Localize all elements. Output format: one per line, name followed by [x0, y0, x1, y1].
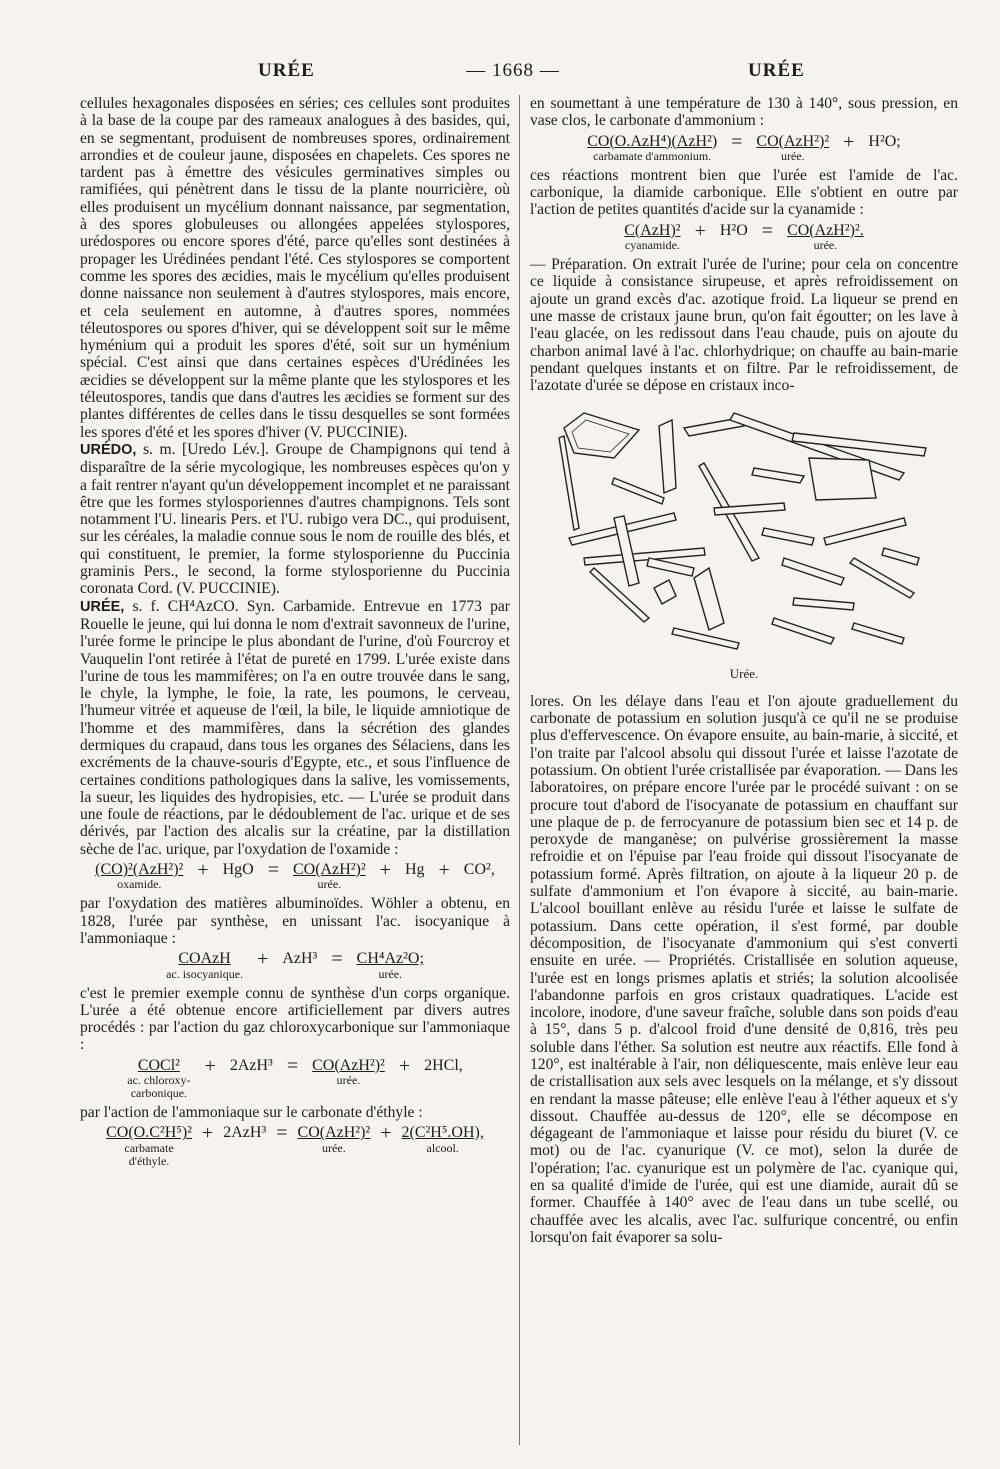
- headword-uree: URÉE,: [80, 598, 125, 615]
- formula: (CO)²(AzH²)²: [95, 861, 184, 879]
- formula-label: ac. chloroxy- carbonique.: [127, 1073, 191, 1101]
- formula-label: urée.: [780, 148, 805, 163]
- operator: +: [380, 1122, 392, 1145]
- formula-label: cyanamide.: [624, 238, 680, 253]
- entry-uree: [80, 598, 510, 858]
- formula: C(AzH)²: [624, 221, 681, 239]
- formula: 2AzH³: [229, 1056, 273, 1074]
- column-rule: [519, 95, 520, 1445]
- formula-label: alcool.: [426, 1140, 459, 1155]
- figure-caption: Urée.: [729, 666, 759, 682]
- formula: H²O;: [868, 132, 901, 150]
- operator: =: [761, 219, 774, 242]
- paragraph-carbonate: en soumettant à une température de 130 à 140°, sous pression, en vase clos, le carbonate d'ammonium :: [530, 95, 958, 130]
- formula-label: ac. isocyanique.: [166, 966, 244, 981]
- right-column: [530, 95, 958, 1246]
- operator: +: [257, 948, 269, 971]
- formula: CO²,: [463, 861, 495, 879]
- formula: 2(C²H⁵.OH),: [401, 1124, 484, 1142]
- entry-uree-text: s. f. CH⁴AzCO. Syn. Carbamide. Entrevue en 1773 par Rouelle le jeune, qui lui donna le nom d'extrait savonneux de l'urine, l'urée forme le principe le plus abondant de l'urine, d'où Fourcroy et Vauquelin l'ont retirée à l'état de pureté en 1799. L'urée existe dans l'urine de tous les mammifères; on l'a en outre trouvée dans le sang, le chyle, la lymphe, le foie, la rate, les poumons, le cerveau, l'humeur vitrée et aqueuse de l'œil, la bile, le liquide amniotique de l'homme et des mammifères, dans la sécrétion des glandes dermiques du crapaud, dans tous les organes des Sélaciens, dans les excréments de la chauve-souris d'Egypte, etc., et sous l'influence de certaines conditions pathologiques dans la salive, les vomissements, la sueur, les liquides des hydropisies, etc. — L'urée se produit dans une foule de réactions, par le dédoublement de l'ac. urique et de ses dérivés, par l'action des alcalis sur la créatine, par la distillation sèche de l'ac. urique, par l'oxydation de l'oxamide :: [80, 597, 510, 858]
- equation-oxamide: [80, 861, 510, 891]
- formula: H²O: [719, 221, 748, 239]
- paragraph-preparation: — Préparation. On extrait l'urée de l'urine; pour cela on concentre ce liquide à consistance sirupeuse, et après refroidissement on ajoute un grand excès d'ac. azotique froid. La liqueur se prend en une masse de cristaux jaune brun, qu'on fait égoutter; on les lave à l'eau glacée, on les redissout dans l'eau chaude, puis on ajoute du charbon animal lavé à l'ac. chlorhydrique; on chauffe au bain-marie pendant quelques instants et on filtre. Par le refroidissement, de l'azotate d'urée se dépose en cristaux inco-: [530, 256, 958, 395]
- equation-ammonium-carbamate: [530, 130, 958, 163]
- operator: =: [331, 948, 343, 971]
- operator: =: [286, 1054, 299, 1077]
- formula-label: urée.: [813, 238, 838, 253]
- formula: COCl²: [137, 1056, 180, 1074]
- operator: +: [204, 1054, 216, 1077]
- paragraph-ethyl-carbonate: par l'action de l'ammoniaque sur le carbonate d'éthyle :: [80, 1104, 423, 1122]
- operator: +: [201, 1122, 214, 1145]
- formula: HgO: [222, 861, 254, 879]
- page-number: — 1668 —: [466, 60, 560, 81]
- formula: CO(AzH²)²: [312, 1056, 385, 1074]
- operator: +: [694, 219, 706, 242]
- headword-uredo: URÉDO,: [80, 441, 137, 458]
- equation-ethyl-carbonate: [80, 1124, 510, 1167]
- formula: CO(O.C²H⁵)²: [106, 1124, 192, 1142]
- formula-label: urée.: [317, 877, 342, 892]
- operator: +: [843, 130, 855, 153]
- operator: =: [731, 130, 743, 153]
- formula: CO(AzH²)²: [756, 132, 830, 150]
- formula: AzH³: [282, 950, 318, 968]
- formula: CO(AzH²)²: [292, 861, 366, 879]
- formula: 2HCl,: [424, 1056, 463, 1074]
- formula: CO(O.AzH⁴)(AzH²): [587, 132, 718, 150]
- formula-label: oxamide.: [117, 877, 162, 892]
- operator: +: [438, 859, 450, 882]
- paragraph-lores: lores. On les délaye dans l'eau et l'on ajoute graduellement du carbonate de potassium en solution jusqu'à ce qu'il ne se produise plus d'effervescence. On évapore ensuite, au bain-marie, à siccité, et l'on traite par l'alcool absolu qui dissout l'urée et laisse l'azotate de potassium. On obtient l'urée cristallisée par évaporation. — Dans les laboratoires, on prépare encore l'urée par le procédé suivant : on se procure tout d'abord de l'isocyanate de potassium en chauffant sur une plaque de p. de ferrocyanure de potassium bien sec et 14 p. de peroxyde de manganèse; on pulvérise grossièrement la masse refroidie et on l'épuise par l'eau froide qui dissout l'isocyanate de potassium formé. Après filtration, on ajoute à la liqueur 20 p. de sulfate d'ammonium et l'on évapore à siccité, au bain-marie. L'alcool bouillant enlève au résidu l'urée et laisse le sulfate de potassium. Dans cette opération, il s'est formé, par double décomposition, de l'isocyanate d'ammonium qui s'est converti ensuite en urée. — Propriétés. Cristallisée en solution aqueuse, l'urée est en longs prismes aplatis et striés; la solution alcoolisée l'abandonne parfois en gros cristaux quadratiques. L'acide est incolore, inodore, d'une saveur fraîche, soluble dans son poids d'eau à 15°, dans 5 p. d'alcool froid d'une densité de 0,816, très peu soluble dans l'éther. Sa solution est neutre aux réactifs. Elle fond à 120°, est inaltérable à l'air, non déliquescente, mais enlève leur eau de cristallisation aux sels avec lesquels on la mélange, et s'y dissout en rendant la masse pâteuse; elle enlève l'eau à l'éther aqueux et s'y dissout. Chauffée au-dessus de 120°, elle se décompose en dégageant de l'ammoniaque et laisse pour résidu du biuret (V. ce mot) ou de l'ac. cyanurique (V. ce mot), selon la durée de l'opération; l'ac. cyanurique est un polymère de l'ac. cyanique qui, en sa qualité d'imide de l'urée, qui est une diamide, aurait dû se former. Chauffée à 140° avec de l'eau dans un tube scellé, ou chauffée avec les alcalis, avec l'ac. sulfurique concentré, ou enfin lorsqu'on fait évaporer sa solu-: [530, 692, 958, 1246]
- entry-uredo: [80, 441, 510, 598]
- formula: CH⁴Az²O;: [356, 950, 424, 968]
- equation-cyanamide: [530, 219, 958, 253]
- formula-label: urée.: [322, 1140, 346, 1155]
- paragraph-spores: cellules hexagonales disposées en séries; ces cellules sont produites à la base de la coupe par des rameaux analogues à des basides, qui, en se segmentant, produisent de nombreuses spores, ordinairement arrondies et de couleur jaune, disposées en chapelets. Ces spores ne tardent pas à émettre des vésicules germinatives simples ou ramifiées, qui pénètrent dans le tissu de la plante nourricière, où elles produisent un mycélium donnant naissance, par segmentation, à des spores globuleuses ou allongées appelées stylospores, urédospores ou encore spores d'été, parce qu'elles sont destinées à propager les Urédinées pendant l'été. Ces stylospores se comportent comme les spores des æcidies, mais le mycélium qu'elles produisent donne naissance non seulement à d'autres stylospores, mais encore, et cela seulement en automne, à d'autres spores, nommées téleutospores ou spores d'hiver, qui se développent soit sur le même hyménium qui a produit les spores d'été, soit sur un hyménium spécial. C'est ainsi que dans certaines espèces d'Urédinées les æcidies se développent sur la même plante que les stylospores et les téleutospores, tandis que dans d'autres les æcidies se forment sur des plantes différentes de celles dans le tissu desquelles se sont formées les spores d'été et les spores d'hiver (V. PUCCINIE).: [80, 95, 510, 441]
- operator: +: [379, 859, 391, 882]
- urea-crystals-illustration: [554, 408, 934, 663]
- formula-label: urée.: [378, 966, 403, 981]
- formula: CO(AzH²)².: [787, 221, 864, 239]
- running-head-left: URÉE: [258, 60, 315, 81]
- equation-isocyanic: [80, 950, 510, 980]
- formula-label: carbamate d'ammonium.: [593, 148, 712, 163]
- formula: Hg: [404, 861, 425, 879]
- entry-uredo-text: s. m. [Uredo Lév.]. Groupe de Champignons qui tend à disparaître de la série mycologique, les nombreuses espèces qu'on y a fait rentrer n'ayant qu'un développement incomplet et ne paraissant être que les formes stylosporiennes d'autres champignons. Tels sont notamment l'U. linearis Pers. et l'U. rubigo vera DC., qui produisent, sur les céréales, la maladie connue sous le nom de rouille des blés, et qui constituent, le premier, la forme stylosporienne du Puccinia graminis Pers., le second, la forme stylosporienne du Puccinia coronata Cord. (V. PUCCINIE).: [80, 440, 510, 598]
- equation-chloroxycarbonic: [80, 1054, 510, 1101]
- operator: =: [267, 859, 279, 882]
- formula: COAzH: [178, 950, 231, 968]
- paragraph-wohler: par l'oxydation des matières albuminoïdes. Wöhler a obtenu, en 1828, l'urée par synthèse, en unissant l'ac. isocyanique à l'ammoniaque :: [80, 895, 510, 947]
- formula-label: carbamate d'éthyle.: [124, 1140, 174, 1168]
- operator: +: [398, 1054, 411, 1077]
- left-column: [80, 95, 510, 1172]
- formula: CO(AzH²)²: [297, 1124, 371, 1142]
- operator: =: [276, 1122, 288, 1145]
- formula-label: urée.: [336, 1073, 361, 1088]
- operator: +: [197, 859, 209, 882]
- running-head-right: URÉE: [748, 60, 805, 81]
- formula: 2AzH³: [223, 1124, 267, 1142]
- paragraph-diamide: ces réactions montrent bien que l'urée est l'amide de l'ac. carbonique, la diamide carbonique. Elle s'obtient en outre par l'action de petites quantités d'acide sur la cyanamide :: [530, 166, 958, 219]
- paragraph-synthesis: c'est le premier exemple connu de synthèse d'un corps organique. L'urée a été obtenue encore artificiellement par divers autres procédés : par l'action du gaz chloroxycarbonique sur l'ammoniaque :: [80, 984, 510, 1054]
